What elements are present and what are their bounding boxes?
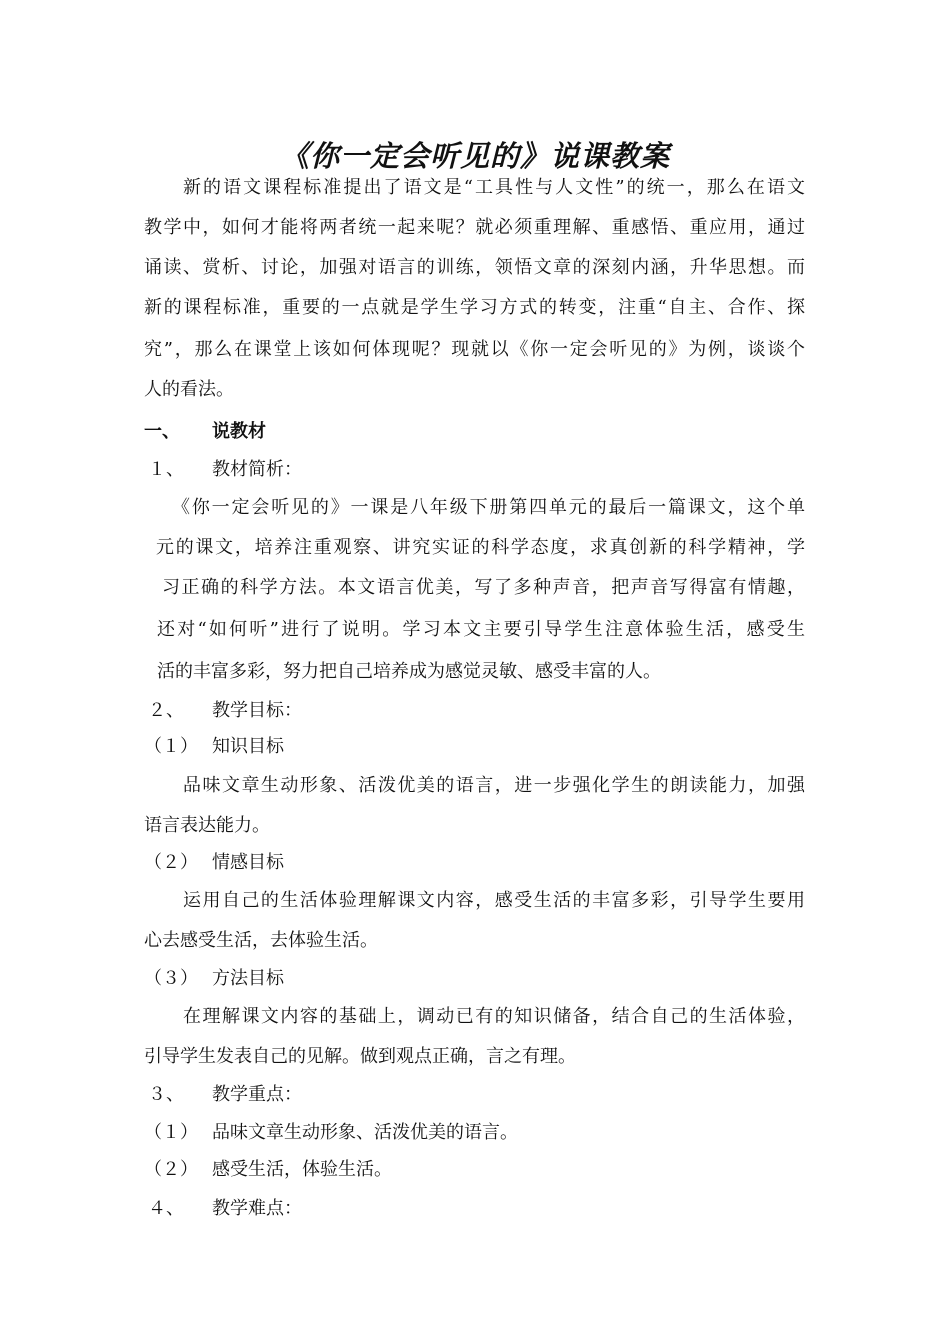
intro-line: 究”，那么在课堂上该如何体现呢？现就以《你一定会听见的》为例，谈谈个	[144, 339, 805, 360]
subitem-number: （２）	[144, 852, 198, 873]
subitem-heading: 方法目标	[212, 968, 284, 989]
subitem-heading: 感受生活，体验生活。	[212, 1159, 392, 1180]
intro-line: 新的语文课程标准提出了语文是“工具性与人文性”的统一，那么在语文	[183, 177, 805, 198]
body-line: 元的课文，培养注重观察、讲究实证的科学态度，求真创新的科学精神，学	[156, 537, 805, 558]
body-line: 还对“如何听”进行了说明。学习本文主要引导学生注意体验生活，感受生	[157, 619, 805, 640]
subitem-number: （３）	[144, 968, 198, 989]
intro-line: 人的看法。	[144, 379, 234, 400]
intro-line: 新的课程标准，重要的一点就是学生学习方式的转变，注重“自主、合作、探	[144, 297, 805, 318]
item-heading: 教学难点：	[212, 1198, 302, 1219]
item-heading: 教学目标：	[212, 700, 302, 721]
body-line: 运用自己的生活体验理解课文内容，感受生活的丰富多彩，引导学生要用	[183, 890, 805, 911]
body-line: 心去感受生活，去体验生活。	[144, 930, 378, 951]
intro-line: 诵读、赏析、讨论，加强对语言的训练，领悟文章的深刻内涵，升华思想。而	[144, 257, 805, 278]
document-title: 《你一定会听见的》说课教案	[279, 139, 670, 173]
body-line: 引导学生发表自己的见解。做到观点正确，言之有理。	[144, 1046, 576, 1067]
item-number: ４、	[148, 1198, 184, 1219]
item-number: ２、	[148, 700, 184, 721]
item-number: １、	[148, 459, 184, 480]
body-line: 《你一定会听见的》一课是八年级下册第四单元的最后一篇课文，这个单	[172, 497, 805, 518]
body-line: 品味文章生动形象、活泼优美的语言，进一步强化学生的朗读能力，加强	[183, 775, 805, 796]
body-line: 在理解课文内容的基础上，调动已有的知识储备，结合自己的生活体验，	[183, 1006, 805, 1027]
subitem-number: （１）	[144, 1122, 198, 1143]
body-line: 活的丰富多彩，努力把自己培养成为感觉灵敏、感受丰富的人。	[157, 661, 661, 682]
subitem-heading: 品味文章生动形象、活泼优美的语言。	[212, 1122, 518, 1143]
body-line: 语言表达能力。	[144, 815, 270, 836]
intro-line: 教学中，如何才能将两者统一起来呢？就必须重理解、重感悟、重应用，通过	[144, 217, 805, 238]
section-number: 一、	[144, 421, 180, 442]
subitem-heading: 情感目标	[212, 852, 284, 873]
subitem-heading: 知识目标	[212, 736, 284, 757]
item-heading: 教材简析：	[212, 459, 302, 480]
subitem-number: （１）	[144, 736, 198, 757]
body-line: 习正确的科学方法。本文语言优美，写了多种声音，把声音写得富有情趣，	[162, 577, 805, 598]
section-heading: 说教材	[212, 421, 266, 442]
item-heading: 教学重点：	[212, 1084, 302, 1105]
item-number: ３、	[148, 1084, 184, 1105]
subitem-number: （２）	[144, 1159, 198, 1180]
